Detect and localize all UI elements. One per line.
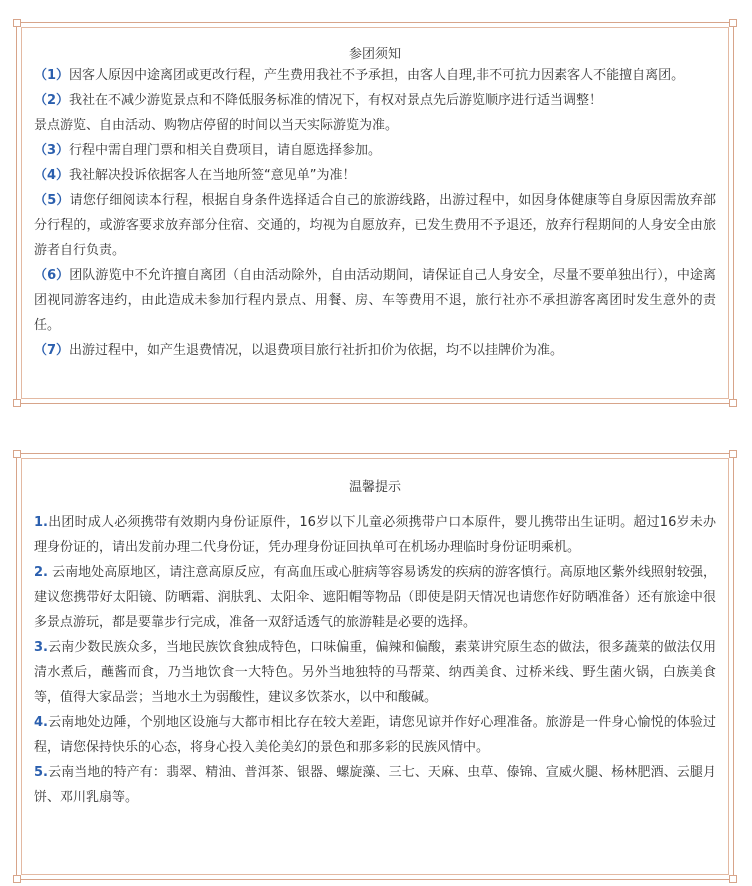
tip-item: 2. 云南地处高原地区，请注意高原反应，有高血压或心脏病等容易诱发的疾病的游客慎行。高原地区紫外线照射较强，建议您携带好太阳镜、防晒霜、润肤乳、太阳伞、遮阳帽等物品（即使是阴天情况也请您作好防晒准备）还有旅途中很多景点游玩，都是要靠步行完成，准备一双舒适透气的旅游鞋是必要的选择。 [34, 565, 716, 630]
notice-body [34, 63, 716, 363]
notice-item: （7）出游过程中，如产生退费情况，以退费项目旅行社折扣价为依据，均不以挂牌价为准。 [34, 343, 564, 358]
notice-item: （6）团队游览中不允许擅自离团（自由活动除外，自由活动期间，请保证自己人身安全，尽量不要单独出行），中途离团视同游客违约，由此造成未参加行程内景点、用餐、房、车等费用不退，旅行社亦不承担游客离团时发生意外的责任。 [34, 268, 716, 333]
notice-item: （4）我社解决投诉依据客人在当地所签“意见单”为准！ [34, 168, 356, 183]
notice-title: 参团须知 [348, 47, 401, 62]
notice-item: （3）行程中需自理门票和相关自费项目，请自愿选择参加。 [34, 143, 382, 158]
notice-item: （1）因客人原因中途离团或更改行程，产生费用我社不予承担，由客人自理,非不可抗力因素客人不能擅自离团。 [34, 68, 685, 83]
tips-body [34, 510, 716, 810]
tip-item: 1.出团时成人必须携带有效期内身份证原件，16岁以下儿童必须携带户口本原件，婴儿携带出生证明。超过16岁未办理身份证的，请出发前办理二代身份证，凭办理身份证回执单可在机场办理临时身份证明乘机。 [34, 515, 716, 555]
tip-item: 3.云南少数民族众多，当地民族饮食独成特色，口味偏重，偏辣和偏酸，素菜讲究原生态的做法，很多蔬菜的做法仅用清水煮后，蘸酱而食，乃当地饮食一大特色。另外当地独特的马帮菜、纳西美食、过桥米线、野生菌火锅，白族美食等，值得大家品尝；当地水土为弱酸性，建议多饮茶水，以中和酸碱。 [34, 640, 716, 705]
tips-panel [16, 453, 734, 880]
tip-item: 4.云南地处边陲，个别地区设施与大都市相比存在较大差距，请您见谅并作好心理准备。旅游是一件身心愉悦的体验过程，请您保持快乐的心态，将身心投入美伦美幻的景色和那多彩的民族风情中。 [34, 715, 716, 755]
notice-panel [16, 22, 734, 404]
tips-title: 温馨提示 [348, 480, 401, 495]
tip-item: 5.云南当地的特产有：翡翠、精油、普洱茶、银器、螺旋藻、三七、天麻、虫草、傣锦、宣威火腿、杨林肥酒、云腿月饼、邓川乳扇等。 [34, 765, 716, 805]
notice-item: （5）请您仔细阅读本行程，根据自身条件选择适合自己的旅游线路，出游过程中，如因身体健康等自身原因需放弃部分行程的，或游客要求放弃部分住宿、交通的，均视为自愿放弃，已发生费用不予退还，放弃行程期间的人身安全由旅游者自行负责。 [34, 193, 716, 258]
notice-item: （2）我社在不减少游览景点和不降低服务标准的情况下，有权对景点先后游览顺序进行适当调整！ [34, 93, 603, 108]
notice-item: 景点游览、自由活动、购物店停留的时间以当天实际游览为准。 [34, 118, 399, 133]
